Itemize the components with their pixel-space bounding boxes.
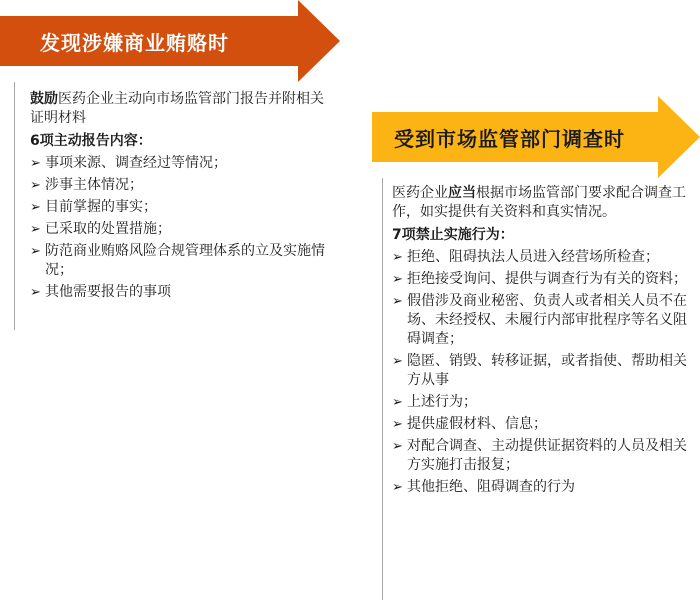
- list-item-text: 提供虚假材料、信息；: [407, 416, 547, 432]
- arrow-bullet-icon: ➢: [30, 222, 41, 237]
- investigation-panel: [392, 184, 692, 500]
- list-item: [30, 154, 330, 173]
- list-item: [392, 437, 692, 475]
- investigation-list: [392, 248, 692, 497]
- discover-list: [30, 154, 330, 302]
- investigation-arrow-banner: [372, 96, 700, 178]
- discover-list-heading: 6项主动报告内容：: [30, 133, 152, 149]
- arrow-bullet-icon: ➢: [30, 178, 41, 193]
- discover-panel: [30, 90, 330, 305]
- list-item: [392, 352, 692, 390]
- list-item-text: 拒绝接受询问、提供与调查行为有关的资料；: [407, 271, 687, 287]
- list-item-text: 拒绝、阻碍执法人员进入经营场所检查；: [407, 249, 659, 265]
- list-item-text: 隐匿、销毁、转移证据，或者指使、帮助相关方从事: [407, 353, 687, 388]
- arrow-bullet-icon: ➢: [392, 395, 403, 410]
- list-item: [392, 270, 692, 289]
- list-item-text: 防范商业贿赂风险合规管理体系的立及实施情况；: [45, 243, 325, 278]
- arrow-bullet-icon: ➢: [30, 244, 41, 259]
- list-item-text: 上述行为；: [407, 394, 477, 410]
- investigation-intro: [392, 184, 692, 222]
- arrow-bullet-icon: ➢: [30, 156, 41, 171]
- arrow-bullet-icon: ➢: [392, 294, 403, 309]
- investigation-list-heading: 7项禁止实施行为：: [392, 227, 514, 243]
- list-item-text: 目前掌握的事实；: [45, 199, 157, 215]
- arrow-bullet-icon: ➢: [30, 200, 41, 215]
- investigation-intro-bold: 应当: [448, 185, 476, 201]
- arrow-bullet-icon: ➢: [392, 354, 403, 369]
- list-item: [392, 393, 692, 412]
- discover-arrow-banner: [0, 0, 340, 82]
- list-item: [30, 220, 330, 239]
- discover-intro-text: 医药企业主动向市场监管部门报告并附相关证明材料: [30, 91, 324, 126]
- list-item-text: 对配合调查、主动提供证据资料的人员及相关方实施打击报复；: [407, 438, 687, 473]
- list-item: [30, 198, 330, 217]
- arrow-bullet-icon: ➢: [392, 250, 403, 265]
- list-item: [392, 248, 692, 267]
- investigation-title: 受到市场监管部门调查时: [394, 126, 625, 151]
- list-item: [392, 478, 692, 497]
- list-item-text: 假借涉及商业秘密、负责人或者相关人员不在场、未经授权、未履行内部审批程序等名义阻碍调查；: [407, 293, 687, 347]
- list-item: [30, 176, 330, 195]
- list-item: [392, 292, 692, 349]
- list-item-text: 其他拒绝、阻碍调查的行为: [407, 479, 575, 495]
- discover-title: 发现涉嫌商业贿赂时: [40, 30, 229, 55]
- list-item: [30, 242, 330, 280]
- discover-intro: [30, 90, 330, 128]
- discover-divider: [14, 82, 15, 330]
- list-item: [30, 283, 330, 302]
- arrow-bullet-icon: ➢: [30, 285, 41, 300]
- list-item-text: 涉事主体情况；: [45, 177, 143, 193]
- list-item-text: 事项来源、调查经过等情况；: [45, 155, 227, 171]
- arrow-bullet-icon: ➢: [392, 439, 403, 454]
- arrow-bullet-icon: ➢: [392, 417, 403, 432]
- discover-intro-bold: 鼓励: [30, 91, 58, 107]
- list-item-text: 已采取的处置措施；: [45, 221, 171, 237]
- investigation-intro-text: 根据市场监管部门要求配合调查工作，如实提供有关资料和真实情况。: [392, 185, 686, 220]
- arrow-bullet-icon: ➢: [392, 272, 403, 287]
- list-item: [392, 415, 692, 434]
- investigation-intro-pre: 医药企业: [392, 185, 448, 201]
- arrow-bullet-icon: ➢: [392, 480, 403, 495]
- investigation-divider: [382, 178, 383, 600]
- list-item-text: 其他需要报告的事项: [45, 284, 171, 300]
